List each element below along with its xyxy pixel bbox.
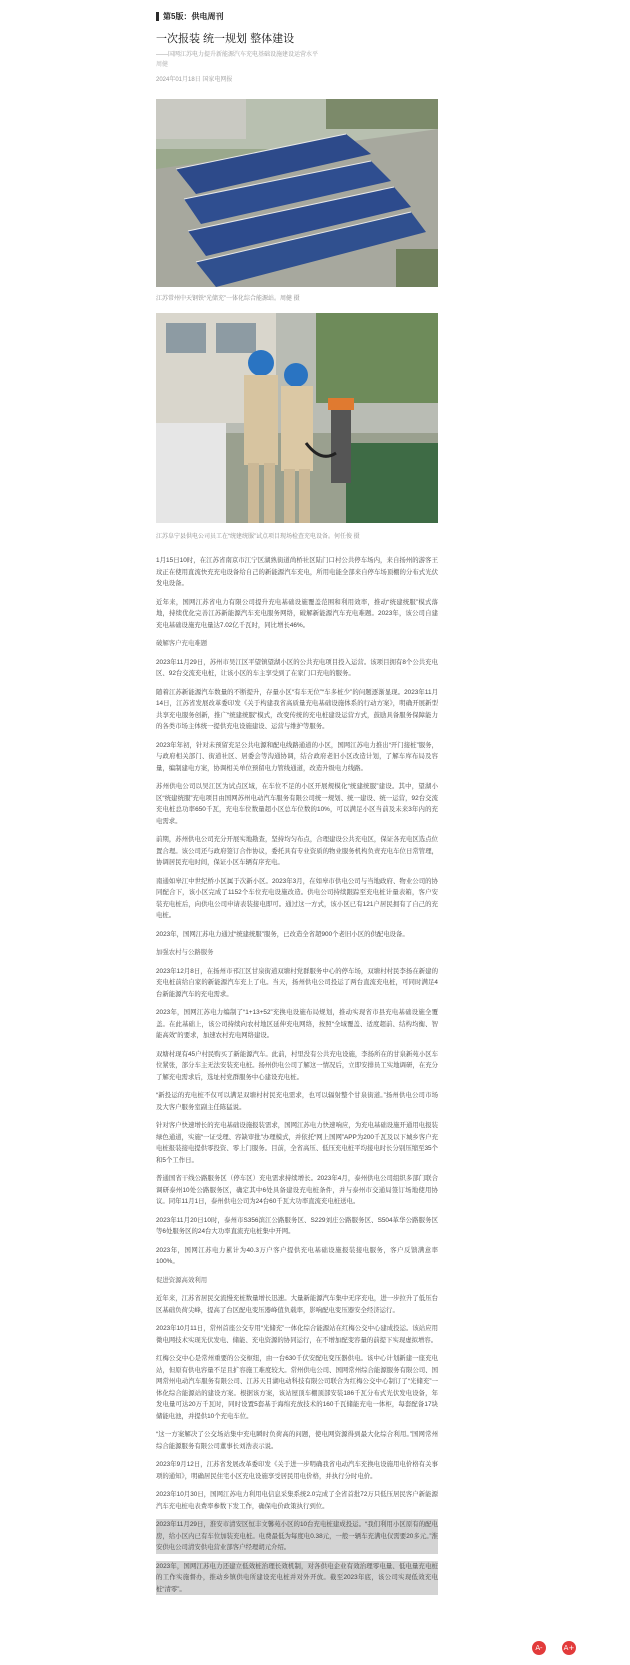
paragraph: 红梅公交中心是常州重要的公交枢纽，由一台630千伏安配电变压器供电。该中心计划新建一座充电站，但原有供电容量不足且扩容施工难度较大。常州供电公司、国网常州综合能源服务有限公司、国网常州电动汽车服务有限公司、江苏天目湖电动科技有限公司联合为红梅公交中心制订了“光储充”一体化综合能源站的建设方案。根据该方案，该站屋顶车棚顶部安装186千瓦分布式光伏发电设备，年发电量可达20万千瓦时，同时设置5套基于海绵充放技术的160千瓦储能充电一体柜，每套配备17块储能电池，并提供10个充电车位。 [156, 1355, 438, 1420]
workers-charger-photo [156, 313, 438, 523]
paragraph: 1月15日10时，在江苏省南京市江宁区湖熟街道尚桥社区陆门口村公共停车场内，来自扬州的游客王玟正在使用直流快充充电设备给自己的新能源汽车充电，所用电能全部来自停车场顶棚的分布式光伏发电设备。 [156, 557, 438, 587]
section-marker [156, 12, 159, 21]
paragraph: 南通如皋江中世纪桥小区属于次新小区。2023年3月，在如皋市供电公司与当地政府、物业公司的协同配合下，该小区完成了1152个车位充电设施改造。供电公司持续跟踪至充电桩计量表箱，客户安装充电桩后，向供电公司申请表装接电即可。通过这一方式，该小区已有121户居民拥有了自己的充电桩。 [156, 877, 438, 919]
paragraph: 2023年9月12日，江苏省发展改革委印发《关于进一步明确我省电动汽车充换电设施用电价格有关事项的通知》，明确居民住宅小区充电设施享受居民用电价格，并执行分时电价。 [156, 1461, 438, 1480]
paragraph: 2023年，国网江苏电力通过“统建统服”服务，已改造全省超900个老旧小区的供配电设备。 [156, 930, 409, 938]
paragraph: 2023年年初，针对未预留充足公共电源和配电线路通道的小区，国网江苏电力推出“开门接桩”服务，与政府相关部门、街道社区、居委会等沟通协调，结合政府老旧小区改造计划，了解车库布局及容量，编制建电方案，协调相关单位预留电力管线通道，改造升级电力线路。 [156, 741, 438, 772]
section-heading: 破解客户充电难题 [156, 640, 208, 647]
section-label[interactable]: 第5版：供电周刊 [163, 11, 224, 21]
article [156, 0, 438, 1602]
paragraph: 2023年11月29日，淮安市清安区恒丰文馨苑小区的10台充电桩建成投运。“我们利用小区原有的配电房，给小区内已有车位加装充电桩。电费最低为每度电0.38元，一般一辆车充满电仅需要20多元。”淮安供电公司清安供电营业部客户经理胡元介绍。 [156, 1519, 438, 1554]
photo-caption: 江苏阜宁县供电公司员工在“统建统服”试点项目现场检查充电设备。何任俊 摄 [156, 534, 360, 540]
section-tag [156, 10, 438, 22]
paragraph: 2023年12月8日，在扬州市邗江区甘泉街道双塘村党群服务中心的停车场，双塘村村民李扬在新建的充电桩前给自家的新能源汽车充上了电。当天，扬州供电公司投运了两台直流充电桩，可同时满足4台新能源汽车的充电需求。 [156, 967, 438, 998]
font-decrease-button[interactable]: A- [532, 1641, 546, 1655]
section-heading: 促进资源高效利用 [156, 1276, 208, 1284]
paragraph: 前期，苏州供电公司充分开展实地勘查，坚持均匀布点，合理建设公共充电区，保证各充电区选点位置合理。该公司还与政府签订合作协议，委托具有专业资质的物业服务机构负责充电车位日常管理，协调居民充电时间，保证小区车辆有序充电。 [156, 836, 438, 866]
paragraph: 针对客户快速增长的充电基础设施报装需求，国网江苏电力快速响应，为充电基础设施开通用电报装绿色通道，实施“一证受理、容缺审批”办理模式，并依托“网上国网”APP为200千瓦及以下城乡客户充电桩报装接电提供零投资、零上门服务。目前，全省高压、低压充电桩平均接电时长分别压缩至35个和5个工作日。 [156, 1122, 438, 1164]
article-author: 周健 [156, 62, 169, 68]
solar-carport-photo [156, 99, 438, 287]
article-subtitle: ——国网江苏电力提升新能源汽车充电基础设施建设运营水平 [156, 52, 319, 58]
paragraph: 2023年，国网江苏电力还建立低效桩治理长效机制，对各供电企业有效治理零电量、低电量充电桩的工作实施督办，推动乡镇供电所建设充电桩并对外开放。截至2023年底，该公司实现低效充电桩“清零”。 [156, 1561, 438, 1596]
paragraph: 2023年10月30日，国网江苏电力利用电信息采集系统2.0完成了全省首批72万只低压居民客户新能源汽车充电桩电表费率参数下发工作，确保电价政策执行到位。 [156, 1491, 438, 1510]
photo-caption: 江苏常州中天钢铁“光储充”一体化综合能源站。周健 摄 [156, 296, 300, 302]
paragraph: 近年来，国网江苏省电力有限公司提升充电基础设施覆盖范围和利用效率，推动“统建统服”模式落地，持续优化完善江苏新能源汽车充电服务网络，破解新能源汽车充电难题。2023年，该公司自建充电基础设施充电量达7.02亿千瓦时，同比增长46%。 [156, 598, 438, 629]
paragraph: 2023年，国网江苏电力累计为40.3万户客户提供充电基础设施报装接电服务，客户反馈满意率100%。 [156, 1246, 438, 1265]
article-date: 2024年01月18日 国家电网报 [156, 77, 233, 83]
article-title: 一次报装 统一规划 整体建设 [156, 33, 295, 45]
paragraph: 双塘村现有45户村民购买了新能源汽车。此前，村里没有公共充电设施，李扬所在的甘泉新苑小区车位紧张，部分车主无法安装充电桩。扬州供电公司了解这一情况后，立即安排员工实地调研，在充分了解充电需求后，选址村党群服务中心建设充电桩。 [156, 1050, 438, 1081]
paragraph: “这一方案解决了公交场站集中充电瞬时负荷高的问题，使电网资源得到最大化综合利用。”国网常州综合能源服务有限公司董事长刘浩表示说。 [156, 1431, 438, 1450]
paragraph: 2023年10月11日，常州首座公交专用“光储充”一体化综合能源站在红梅公交中心建成投运。该站应用微电网技术实现光伏发电、储能、充电资源的协同运行，在不增加配变容量的前提下实现虚拟增容。 [156, 1325, 438, 1344]
paragraph: 2023年，国网江苏电力编制了“1+13+52”充换电设施布局规划，推动实现省市县充电基础设施全覆盖。在此基础上，该公司持续向农村地区延伸充电网络，按照“全域覆盖、适度超前、结构均衡、智能高效”的要求，加速农村充电网络建设。 [156, 1009, 438, 1039]
font-increase-button[interactable]: A+ [562, 1641, 576, 1655]
paragraph: 普通国省干线公路服务区（停车区）充电需求持续增长。2023年4月，泰州供电公司组织多部门联合调研泰州10处公路服务区，确定其中6处具备建设充电桩条件，并与泰州市交通局签订场地使用协议。同年11月1日，泰州供电公司为24台60千瓦大功率直流充电桩送电。 [156, 1175, 438, 1205]
section-heading: 加强农村与公路服务 [156, 949, 214, 956]
paragraph: 随着江苏新能源汽车数量的不断提升，存量小区“有车无位”“车多桩少”的问题逐渐显现。2023年11月14日，江苏省发展改革委印发《关于构建我省高质量充电基础设施体系的行动方案》，明确开展新型共享充电服务创新，推广“统建统服”模式，改变传统的充电桩建设运营方式，鼓励具备服务保障能力的各类市场主体统一提供充电设施建设、运营与维护等服务。 [156, 688, 438, 730]
paragraph: 2023年11月29日，苏州市吴江区平望镇望湖小区的公共充电项目投入运营。该项目拥有8个公共充电区、92台交流充电桩，让该小区的车主享受到了在家门口充电的服务。 [156, 658, 438, 677]
article-body [156, 555, 438, 1595]
paragraph: “新投运的充电桩不仅可以满足双塘村村民充电需求，也可以辐射整个甘泉街道。”扬州供电公司市场及大客户服务室副主任陈猛说。 [156, 1092, 438, 1111]
paragraph: 2023年11月20日10时，泰州市S356滨江公路服务区、S229刘庄公路服务区、S504革华公路服务区等6处服务区的24台大功率直流充电桩集中开网。 [156, 1216, 438, 1235]
paragraph: 近年来，江苏省居民交流慢充桩数量增长迅速。大量新能源汽车集中无序充电，进一步拉升了低压台区基础负荷尖峰，提高了台区配电变压器峰值负载率，影响配电变压器安全经济运行。 [156, 1295, 438, 1314]
paragraph: 苏州供电公司以吴江区为试点区域，在车位不足的小区开展规模化“统建统服”建设。其中，望湖小区“统建统服”充电项目由国网苏州电动汽车服务有限公司统一规划、统一建设、统一运营，92台交流充电桩总功率650千瓦，充电车位数量超小区总车位数的10%，可以满足小区当前及未来3年内的充电需求。 [156, 783, 438, 825]
